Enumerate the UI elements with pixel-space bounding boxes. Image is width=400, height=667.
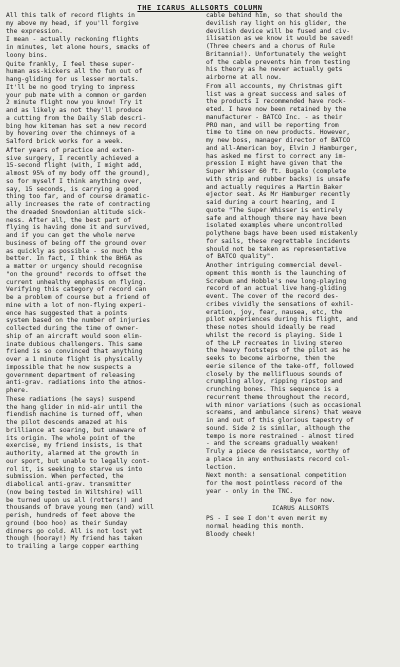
signature: ICARUS ALLSORTS <box>272 505 329 513</box>
left-column <box>6 12 198 552</box>
right-column <box>206 12 398 538</box>
signoff: Bye for now. <box>290 496 336 504</box>
paragraph: Next month: a sensational competition for the most pointless record of the year - only in the TNC. <box>206 472 347 495</box>
paragraph: I mean - actually reckoning flights in minutes, let alone hours, smacks of loony bins. <box>6 36 151 59</box>
paragraph: cable behind him, so that should the devilish ray light on his glider, the devilish device will be fused and civ- ilisation as we know it would be saved! (Three cheers and a chorus of Rule Britannia!). Unfortunately the weight of the cable prevents him from testing his theory as he never actually gets airborne at all now. <box>206 12 354 81</box>
paragraph: All this talk of record flights in my above my head, if you'll forgive the expression. <box>6 12 139 35</box>
paragraph: After years of practice and exten- sive surgery, I recently achieved a 15-second flight (with, I might add, almost 95% of my body off the ground), so for myself I think anything over, say, 15 seconds, is carrying a good thing too far, and of course dramatic- ally increases the rate of contracting the dreaded Snowdonian altitude sick- ness. After all, the best part of flying is having done it and survived, and if you can get the whole nerve business of being off the ground over as quickly as possible - so much the better. In fact, I think the BHGA as a matter or urgency should recognise "on the ground" records to offset the current unhealthy emphasis on flying. Verifying this category of record can be a problem of course but a friend of mine with a lot of non-flying experi- ence has suggested that a points system based on the number of injuries collected during the time of owner- ship of an aircraft would soon elim- inate dubious challengers. This same friend is so convinced that anything over a 1 minute flight is physically impossible that he now suspects a government department of releasing anti-grav. radiations into the atmos- phere. <box>6 146 151 394</box>
paragraph: These radiations (he says) suspend the hang glider in mid-air until the fiendish machine is turned off, when the pilot descends amazed at his brilliance at soaring, but unaware of its origin. The whole point of the exercise, my friend insists, is that authority, alarmed at the growth in our sport, but unable to legally cont- rol it, is seeking to starve us into submission. When perfected, the diabolical anti-grav. transmitter (now being tested in Wiltshire) will be turned upon us all (rotters!) and thousands of brave young men (and) will perish, hundreds of feet above the ground (boo hoo) as their Sunday dinners go cold. All is not lost yet though (hooray!) My friend has taken to trailing a large copper earthing <box>6 395 154 550</box>
paragraph: Quite frankly, I feel these super- human ass-kickers all tho fun out of hang-gliding for us lesser mortals. It'll be no good trying to impress your pub mate with a common or garden 2 minute flight now you know! Try it and as likely as not they'll produce a cutting from the Daily Slab descri- bing how kiteman has set a new record by hovering over the chimneys of a Salford brick works for a week. <box>6 60 147 145</box>
paragraph: Another intriguing commercial devel- opment this month is the launching of Screbum and Hobble's new long-playing record of an actual live hang-gliding event. The cover of the record des- cribes vividly the sensations of exhil- eration, joy, fear, nausea, etc, the pilot experiences during his flight, and these notes should ideally be read whilst the record is playing. Side 1 of the LP recreates in living stereo the heavy footsteps of the pilot as he seeks to become airborne, then the eerie silence of the take-off, followed closely by the mellifluous sounds of crumpling alloy, ripping ripstop and crunching bones. This sequence is a recurrent theme throughout the record, with minor variations (such as occasional screams, and ambulance sirens) that weave in and out of this glorious tapestry of sound. Side 2 is similar, although the tempo is more restrained - almost tired - and the screams gradually weaken! Truly a piece de resistance, worthy of a place in any enthusiasts record col- lection. <box>206 262 362 471</box>
paragraph: From all accounts, my Christmas gift list was a great success and sales of the products I recommended have rock- eted. I have now been retained by the manufacturer - BATCO Inc. - as their PRO man, and will be reporting from time to time on new products. However, my new boss, manager director of BATCO and all-American boy, Elvin J Hamburger, has asked me first to correct any im- pression I might have given that the Super Whisser 60 ft. Bugalo (complete with strip and rubber backs) is unsafe and actually requires a Martin Baker ejector seat. As Mr Hamburger recently said during a court hearing, and I quote "The Super Whisser is entirely safe and although there may have been isolated examples where uncontrolled polythene bags have been used mistakenly for sails, these regrettable incidents should not be taken as representative of BATCO quality". <box>206 82 358 261</box>
postscript: PS - I see I don't even merit my normal heading this month. Bloody cheek! <box>206 515 328 538</box>
column-title: THE ICARUS ALLSORTS COLUMN <box>137 4 263 12</box>
